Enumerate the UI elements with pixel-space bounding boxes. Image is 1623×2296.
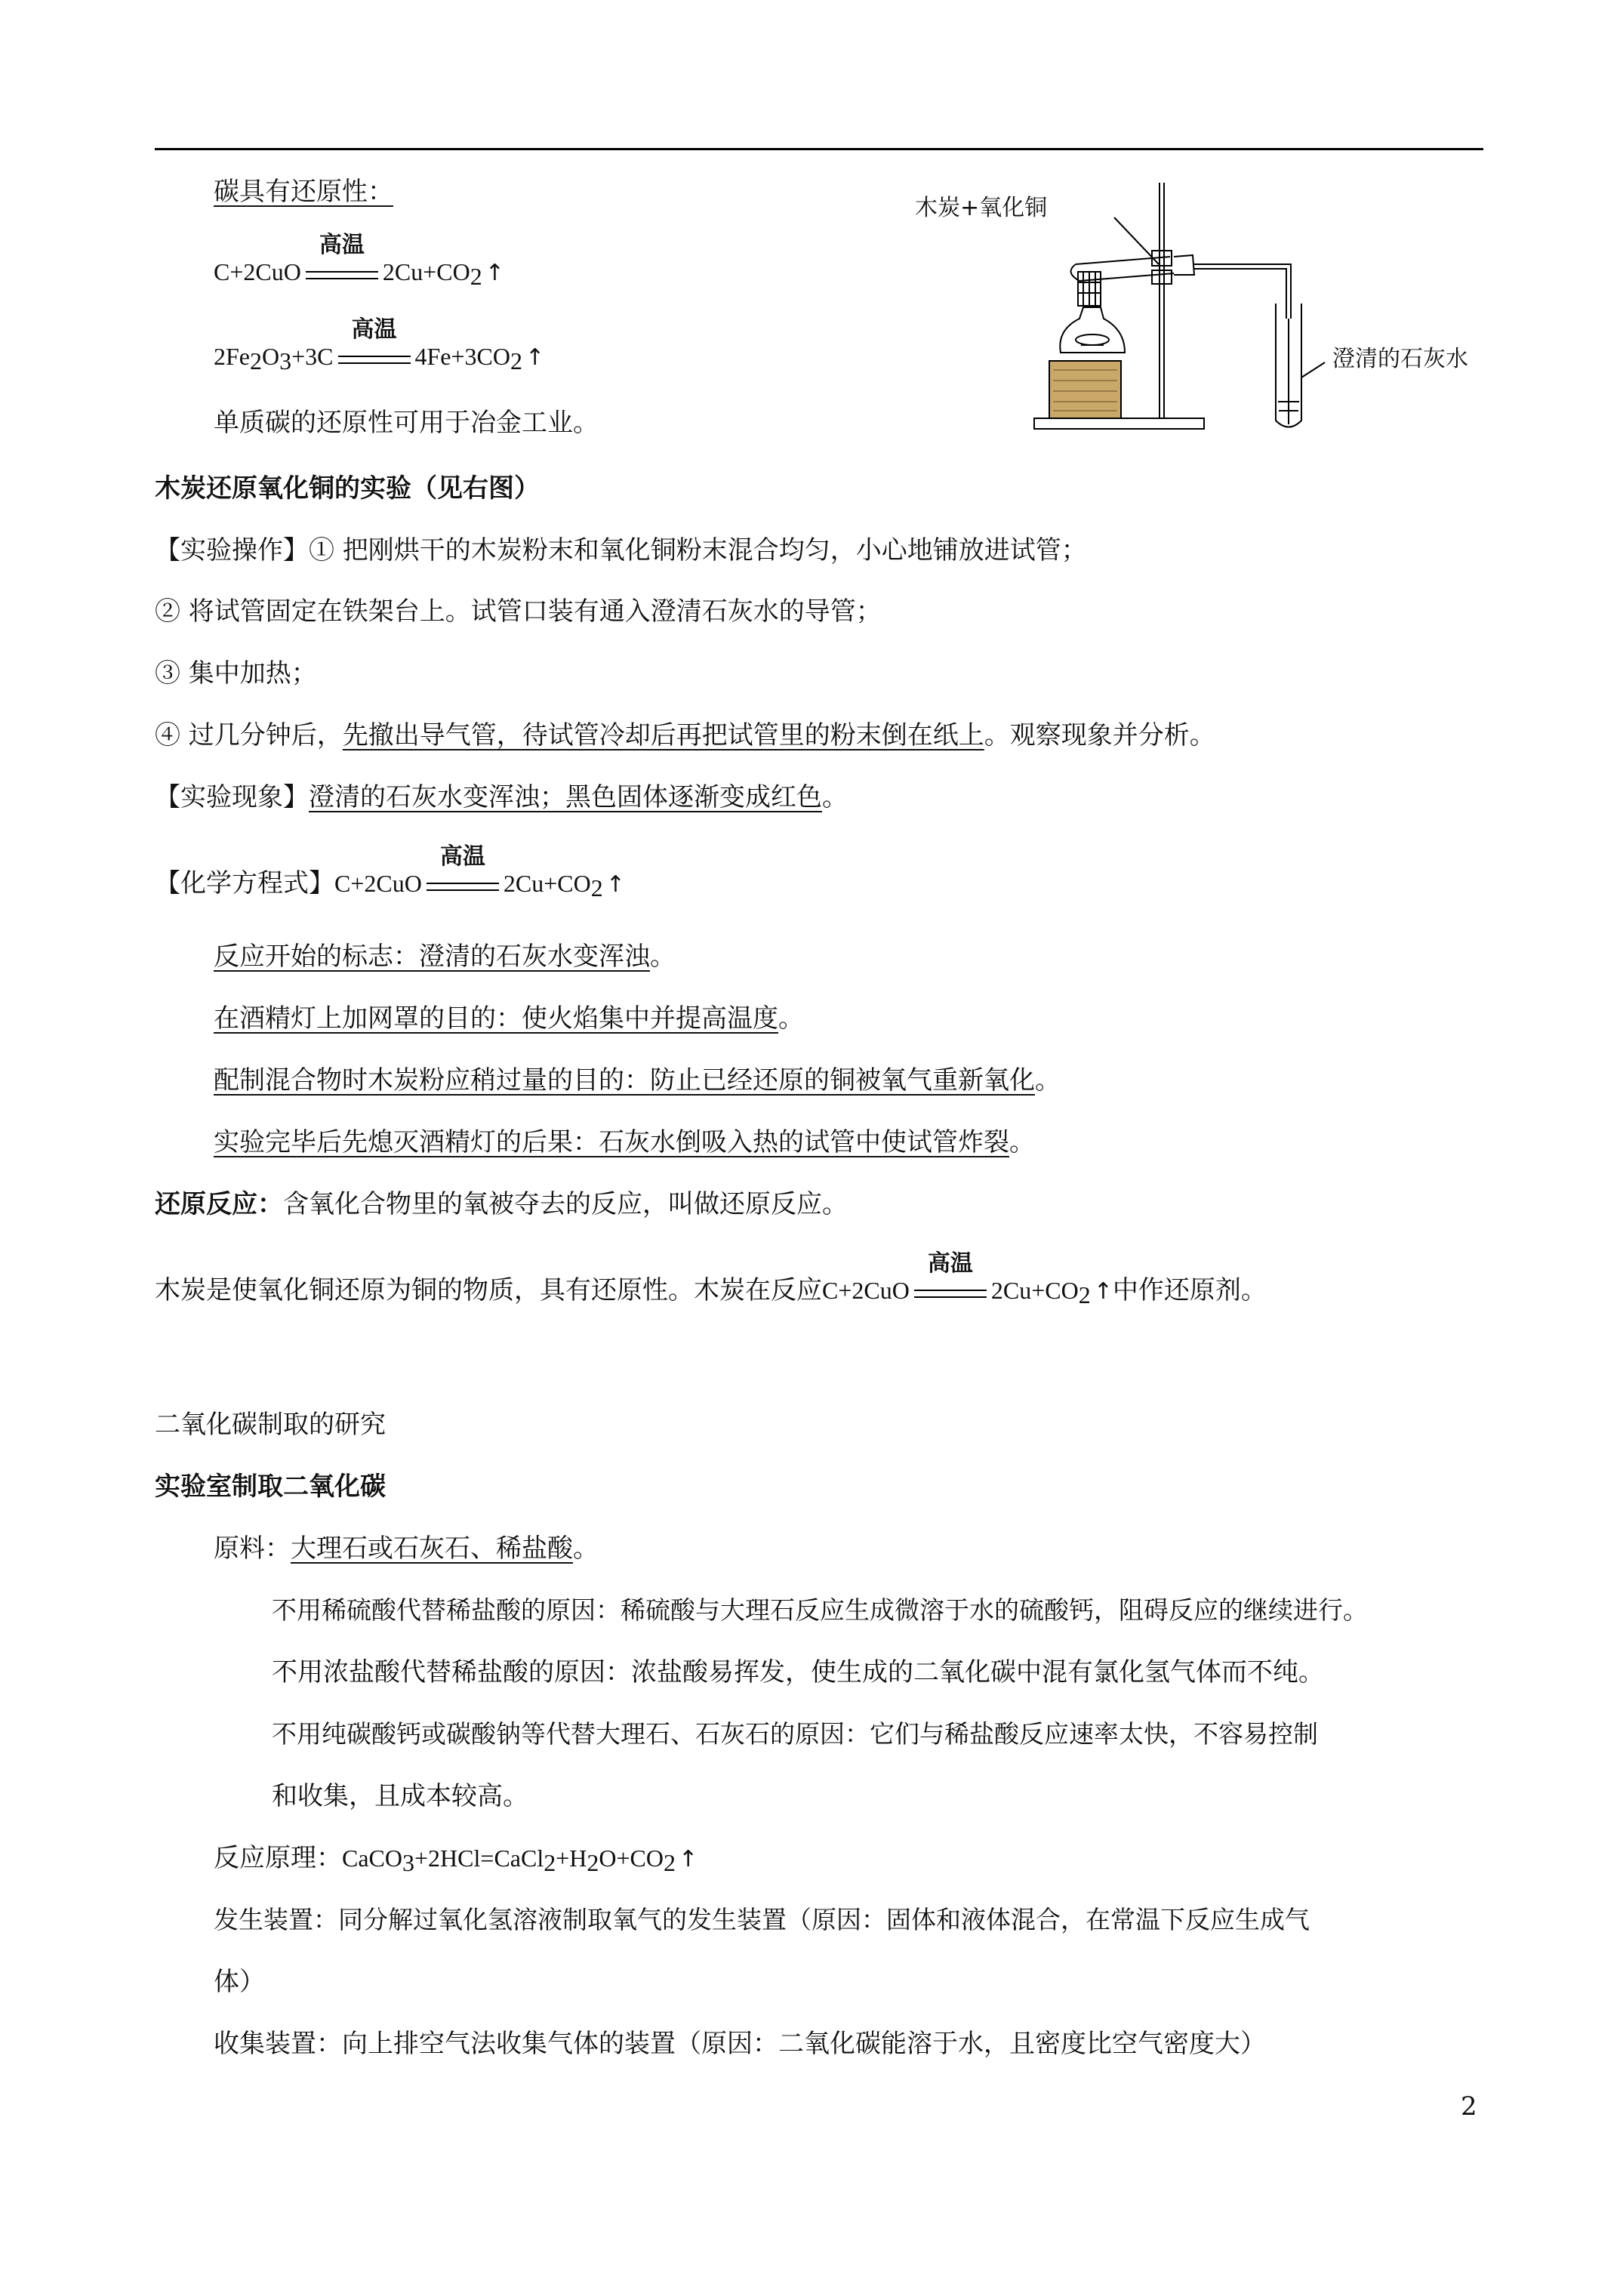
equals-bar [914, 1290, 987, 1298]
experiment-phenomenon: 【实验现象】澄清的石灰水变浑浊；黑色固体逐渐变成红色。 [155, 782, 848, 812]
collection-apparatus: 收集装置：向上排空气法收集气体的装置（原因：二氧化碳能溶于水，且密度比空气密度大） [214, 2029, 1266, 2059]
generation-apparatus-cont: 体） [214, 1967, 265, 1997]
note-excess-charcoal: 配制混合物时木炭粉应稍过量的目的：防止已经还原的铜被氧气重新氧化。 [214, 1065, 1061, 1096]
experiment-op1: 【实验操作】① 把刚烘干的木炭粉末和氧化铜粉末混合均匀，小心地铺放进试管； [155, 535, 1087, 566]
reason-no-pure-carbonate: 不用纯碳酸钙或碳酸钠等代替大理石、石灰石的原因：它们与稀盐酸反应速率太快，不容易控制 [272, 1719, 1318, 1749]
equals-bar [338, 356, 411, 364]
experiment-title: 木炭还原氧化铜的实验（见右图） [155, 473, 540, 504]
equals-bar [427, 883, 499, 891]
experiment-op2: ② 将试管固定在铁架台上。试管口装有通入澄清石灰水的导管； [155, 596, 882, 627]
equals-bar [306, 271, 378, 279]
reaction-principle: 反应原理：$CaCO_3+2HCl=CaCl_2+H_2O+CO_2$ ↑ [214, 1843, 698, 1876]
gas-arrow-icon: ↑ [485, 260, 504, 286]
figure-label-limewater: 澄清的石灰水 [1332, 346, 1468, 372]
reduction-definition: 还原反应：含氧化合物里的氧被夺去的反应，叫做还原反应。 [155, 1189, 848, 1219]
gas-arrow-icon: ↑ [1093, 1278, 1113, 1305]
experiment-op3: ③ 集中加热； [155, 658, 317, 689]
reason-no-pure-carbonate-cont: 和收集，且成本较高。 [272, 1781, 528, 1811]
gas-arrow-icon: ↑ [605, 871, 625, 898]
condition-high-temp: 高温 [334, 341, 415, 374]
apparatus-drawing [1019, 175, 1502, 447]
reason-no-concentrated-hcl: 不用浓盐酸代替稀盐酸的原因：浓盐酸易挥发，使生成的二氧化碳中混有氯化氢气体而不纯。 [272, 1657, 1324, 1687]
experiment-equation: 【化学方程式】C+2CuO 高温 $2Cu+CO_2$ ↑ [155, 843, 625, 901]
page-number: 2 [1461, 2091, 1477, 2122]
condition-high-temp: 高温 [422, 868, 504, 901]
reducing-use: 单质碳的还原性可用于冶金工业。 [214, 408, 599, 438]
gas-arrow-icon: ↑ [525, 344, 545, 371]
generation-apparatus: 发生装置：同分解过氧化氢溶液制取氧气的发生装置（原因：固体和液体混合，在常温下反应生成气 [214, 1905, 1310, 1934]
experiment-op4: ④ 过几分钟后，先撤出导气管，待试管冷却后再把试管里的粉末倒在纸上。观察现象并分析。 [155, 720, 1215, 750]
equation-iron-oxide: $2Fe_2O_3+3C$ 高温 $4Fe+3CO_2$ ↑ [214, 316, 545, 374]
note-gauze-purpose: 在酒精灯上加网罩的目的：使火焰集中并提高温度。 [214, 1003, 804, 1034]
reducing-heading: 碳具有还原性： [214, 177, 393, 207]
note-start-sign: 反应开始的标志：澄清的石灰水变浑浊。 [214, 942, 676, 972]
apparatus-figure [915, 175, 1502, 447]
header-rule [155, 148, 1483, 150]
equation-carbon-copper-oxide: C+2CuO 高温 $2Cu+CO_2$ ↑ [214, 232, 504, 290]
gas-arrow-icon: ↑ [678, 1846, 698, 1872]
co2-subheading: 实验室制取二氧化碳 [155, 1472, 386, 1502]
condition-high-temp: 高温 [910, 1275, 991, 1308]
figure-label-charcoal-copper-oxide: 木炭+氧化铜 [915, 195, 1048, 221]
charcoal-reducing-agent: 木炭是使氧化铜还原为铜的物质，具有还原性。木炭在反应C+2CuO 高温 $2Cu+CO_2$ ↑中作还原剂。 [155, 1250, 1267, 1308]
reason-no-sulfuric-acid: 不用稀硫酸代替稀盐酸的原因：稀硫酸与大理石反应生成微溶于水的硫酸钙，阻碍反应的继续进行。 [272, 1595, 1368, 1625]
co2-raw-materials: 原料：大理石或石灰石、稀盐酸。 [214, 1533, 599, 1564]
condition-high-temp: 高温 [301, 257, 383, 290]
co2-heading: 二氧化碳制取的研究 [155, 1410, 386, 1440]
note-lamp-consequence: 实验完毕后先熄灭酒精灯的后果：石灰水倒吸入热的试管中使试管炸裂。 [214, 1127, 1035, 1157]
